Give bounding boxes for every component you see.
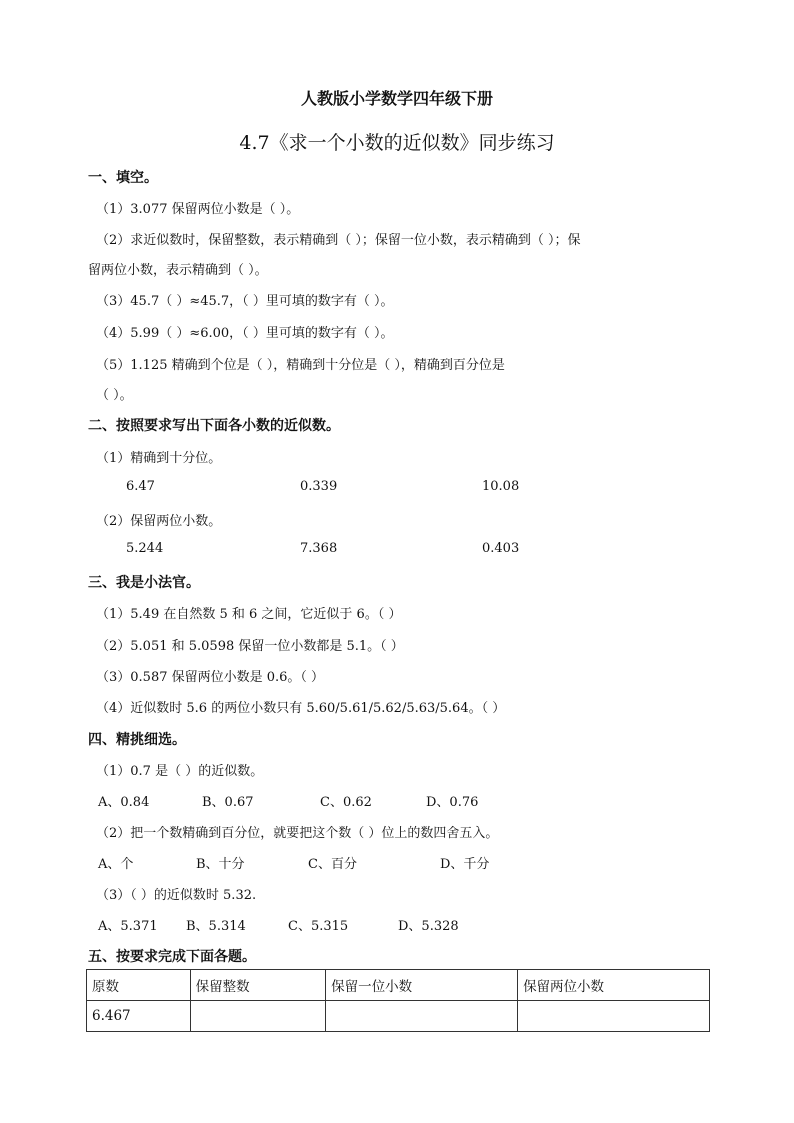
s1-question-3: （3）45.7（ ）≈45.7，（ ）里可填的数字有（ ）。 — [96, 294, 394, 309]
s3-judgement-2: （2）5.051 和 5.0598 保留一位小数都是 5.1。（ ） — [96, 639, 404, 654]
s4-choice-3-option: D、5.328 — [398, 919, 459, 934]
table-cell-original: 6.467 — [87, 1001, 191, 1032]
table-header-row — [87, 970, 710, 1001]
worksheet-subtitle: 4.7《求一个小数的近似数》同步练习 — [239, 132, 555, 154]
table-header-cell: 保留一位小数 — [326, 970, 518, 1001]
s2-part-2-value: 0.403 — [482, 541, 520, 556]
s3-judgement-4: （4）近似数时 5.6 的两位小数只有 5.60/5.61/5.62/5.63/5.64。（ ） — [96, 701, 506, 716]
s1-question-2-line-2: 留两位小数，表示精确到（ ）。 — [88, 263, 268, 278]
section-1-heading: 一、填空。 — [88, 170, 158, 186]
s1-question-5-line-1: （5）1.125 精确到个位是（ ），精确到十分位是（ ），精确到百分位是 — [96, 358, 505, 373]
worksheet-title: 人教版小学数学四年级下册 — [300, 89, 493, 108]
s4-choice-1-option: D、0.76 — [426, 795, 479, 810]
s4-choice-3: （3）（ ）的近似数时 5.32. — [96, 888, 257, 903]
s4-choice-2-option: C、百分 — [308, 857, 357, 872]
s1-question-2-line-1: （2）求近似数时，保留整数，表示精确到（ ）；保留一位小数，表示精确到（ ）；保 — [96, 233, 581, 248]
s4-choice-2-option: A、个 — [98, 857, 134, 872]
table-row — [87, 1001, 710, 1032]
s2-part-1-value: 0.339 — [300, 479, 338, 494]
section-5-heading: 五、按要求完成下面各题。 — [88, 949, 256, 965]
s2-part-1-value: 10.08 — [482, 479, 520, 494]
approximation-table — [86, 969, 710, 1032]
s2-part-2-value: 5.244 — [126, 541, 164, 556]
s1-question-5-line-2: （ ）。 — [96, 388, 133, 403]
s1-question-4: （4）5.99（ ）≈6.00，（ ）里可填的数字有（ ）。 — [96, 326, 394, 341]
table-header-cell: 保留整数 — [190, 970, 326, 1001]
s2-part-1: （1）精确到十分位。 — [96, 451, 222, 466]
s2-part-1-value: 6.47 — [126, 479, 155, 494]
section-2-heading: 二、按照要求写出下面各小数的近似数。 — [88, 418, 340, 434]
table-header-cell: 保留两位小数 — [518, 970, 710, 1001]
s4-choice-1-option: C、0.62 — [320, 795, 372, 810]
s4-choice-3-option: C、5.315 — [288, 919, 349, 934]
section-3-heading: 三、我是小法官。 — [88, 575, 200, 591]
s4-choice-2: （2）把一个数精确到百分位，就要把这个数（ ）位上的数四舍五入。 — [96, 826, 499, 841]
table-header-cell: 原数 — [87, 970, 191, 1001]
s4-choice-1-option: B、0.67 — [202, 795, 254, 810]
s2-part-2-value: 7.368 — [300, 541, 338, 556]
table-cell-answer-two-decimal[interactable] — [518, 1001, 710, 1032]
s3-judgement-1: （1）5.49 在自然数 5 和 6 之间，它近似于 6。（ ） — [96, 607, 402, 622]
s4-choice-1: （1）0.7 是（ ）的近似数。 — [96, 764, 264, 779]
s1-question-1: （1）3.077 保留两位小数是（ ）。 — [96, 202, 300, 217]
s4-choice-1-option: A、0.84 — [98, 795, 150, 810]
s4-choice-3-option: B、5.314 — [186, 919, 246, 934]
s4-choice-2-option: B、十分 — [196, 857, 245, 872]
s4-choice-3-option: A、5.371 — [98, 919, 158, 934]
s3-judgement-3: （3）0.587 保留两位小数是 0.6。（ ） — [96, 670, 325, 685]
s4-choice-2-option: D、千分 — [440, 857, 490, 872]
table-cell-answer-one-decimal[interactable] — [326, 1001, 518, 1032]
table-cell-answer-integer[interactable] — [190, 1001, 326, 1032]
s2-part-2: （2）保留两位小数。 — [96, 514, 222, 529]
section-4-heading: 四、精挑细选。 — [88, 732, 186, 748]
